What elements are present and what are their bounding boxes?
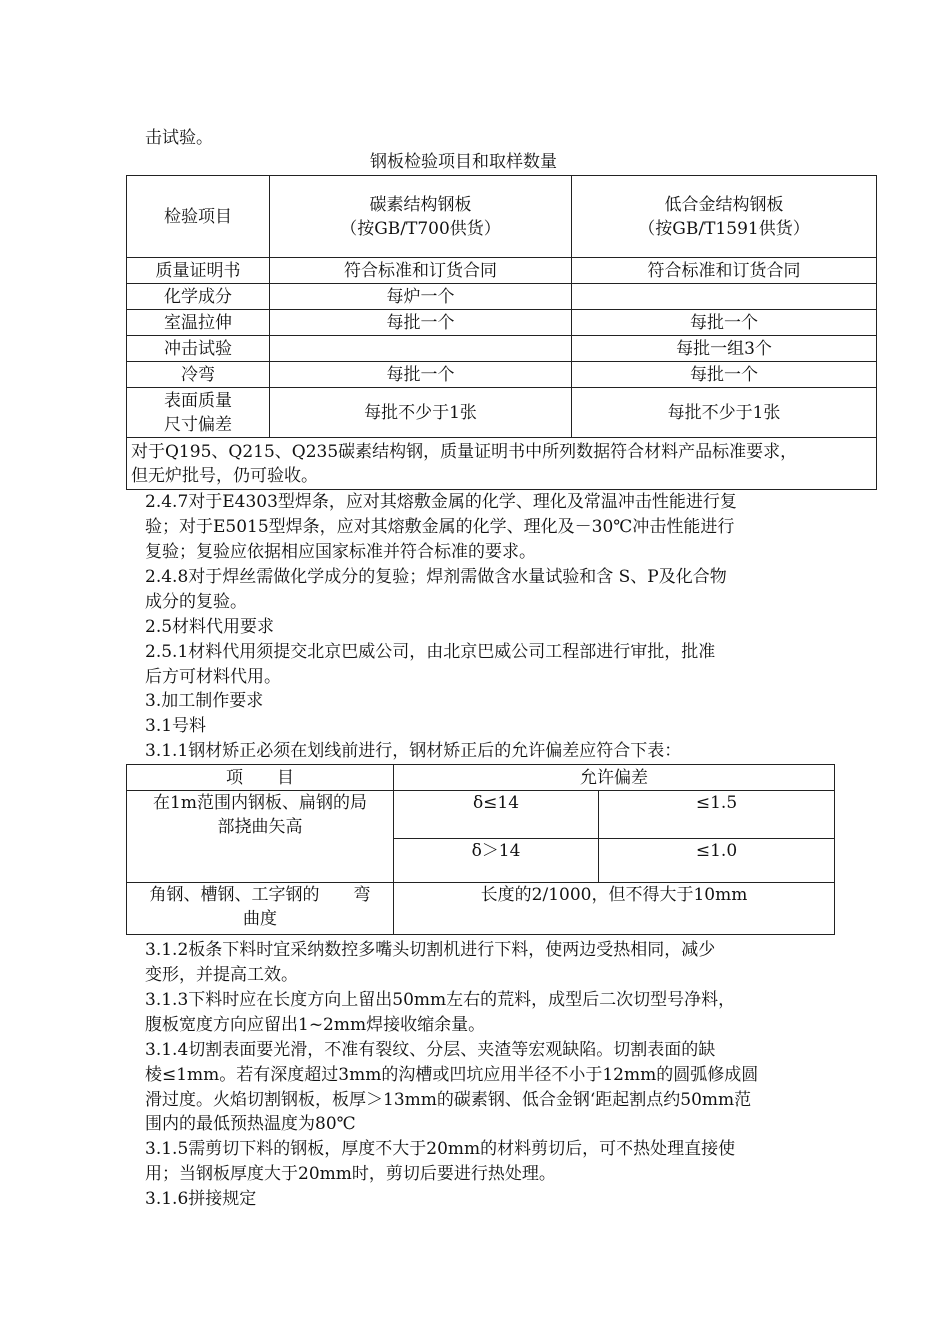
paragraph-line: 2.5.1材料代用须提交北京巴威公司，由北京巴威公司工程部进行审批，批准	[145, 642, 716, 662]
table1-cell-item: 化学成分	[127, 284, 270, 310]
table-row	[127, 362, 877, 388]
table1-note	[127, 438, 877, 490]
table1-cell-alloy: 每批一个	[572, 362, 877, 388]
table1-cell-alloy: 符合标准和订货合同	[572, 258, 877, 284]
table-row	[127, 284, 877, 310]
table2-row1-item-line1: 在1m范围内钢板、扁钢的局	[153, 793, 367, 813]
table2-row2-item	[127, 883, 394, 935]
table2-row1a-value: ≤1.5	[599, 791, 835, 839]
section-heading: 3.1.6拼接规定	[145, 1189, 257, 1209]
table1-header-carbon-line2: （按GB/T700供货）	[340, 218, 501, 239]
paragraph-line: 后方可材料代用。	[145, 667, 281, 687]
paragraph-line: 2.4.7对于E4303型焊条，应对其熔敷金属的化学、理化及常温冲击性能进行复	[145, 492, 737, 512]
table2-header-deviation: 允许偏差	[394, 765, 835, 791]
table1-cell-item: 室温拉伸	[127, 310, 270, 336]
steel-plate-inspection-table	[126, 175, 877, 490]
table-row	[127, 791, 835, 839]
table1-note-line2: 但无炉批号，仍可验收。	[131, 465, 318, 486]
table2-row1-item-line2: 部挠曲矢高	[217, 817, 303, 837]
table1-cell-item	[127, 388, 270, 438]
table2-row1a-condition: δ≤14	[394, 791, 599, 839]
section-heading: 3.加工制作要求	[145, 691, 264, 711]
table1-cell-carbon: 每炉一个	[270, 284, 572, 310]
paragraph-line: 3.1.1钢材矫正必须在划线前进行，钢材矫正后的允许偏差应符合下表：	[145, 741, 682, 761]
table-row	[127, 883, 835, 935]
paragraph-line: 3.1.3下料时应在长度方向上留出50mm左右的荒料，成型后二次切型号净料，	[145, 990, 736, 1010]
table-row	[127, 336, 877, 362]
paragraph-line: 成分的复验。	[145, 592, 247, 612]
table1-cell-alloy: 每批不少于1张	[572, 388, 877, 438]
paragraph-line: 棱≤1mm。若有深度超过3mm的沟槽或凹坑应用半径不小于12mm的圆弧修成圆	[145, 1065, 759, 1085]
table1-last-item-line2: 尺寸偏差	[164, 414, 232, 435]
table1-header-row	[127, 176, 877, 258]
table1-last-item-line1: 表面质量	[164, 390, 232, 411]
paragraph-line: 3.1.4切割表面要光滑，不准有裂纹、分层、夹渣等宏观缺陷。切割表面的缺	[145, 1040, 716, 1060]
table1-header-item: 检验项目	[127, 176, 270, 258]
table-row	[127, 310, 877, 336]
table1-cell-carbon	[270, 336, 572, 362]
table2-row2-value: 长度的2/1000，但不得大于10mm	[394, 883, 835, 935]
paragraph-line: 变形，并提高工效。	[145, 965, 298, 985]
table-row	[127, 258, 877, 284]
table1-note-line1: 对于Q195、Q215、Q235碳素结构钢，质量证明书中所列数据符合材料产品标准要求，	[131, 441, 798, 462]
table2-row2-item-line2: 曲度	[243, 909, 277, 929]
table1-cell-alloy: 每批一组3个	[572, 336, 877, 362]
table1-cell-carbon: 每批一个	[270, 362, 572, 388]
table2-row2-item-line1: 角钢、槽钢、工字钢的 弯	[149, 885, 371, 905]
paragraph-line: 3.1.2板条下料时宜采纳数控多嘴头切割机进行下料，使两边受热相同，减少	[145, 940, 716, 960]
intro-tail-text: 击试验。	[145, 128, 213, 148]
section-heading: 2.5材料代用要求	[145, 617, 275, 637]
table1-cell-item: 质量证明书	[127, 258, 270, 284]
table1-note-row	[127, 438, 877, 490]
table1-cell-alloy: 每批一个	[572, 310, 877, 336]
table1-header-alloy-line2: （按GB/T1591供货）	[638, 218, 810, 239]
paragraph-line: 3.1.5需剪切下料的钢板，厚度不大于20mm的材料剪切后，可不热处理直接使	[145, 1139, 736, 1159]
table2-row1b-value: ≤1.0	[599, 839, 835, 883]
paragraph-line: 围内的最低预热温度为80℃	[145, 1114, 356, 1134]
table1-cell-item: 冷弯	[127, 362, 270, 388]
table1-cell-carbon: 符合标准和订货合同	[270, 258, 572, 284]
section-heading: 3.1号料	[145, 716, 207, 736]
paragraph-line: 滑过度。火焰切割钢板，板厚＞13mm的碳素钢、低合金钢‘距起割点约50mm范	[145, 1090, 752, 1110]
table-row	[127, 388, 877, 438]
paragraph-line: 用；当钢板厚度大于20mm时，剪切后要进行热处理。	[145, 1164, 556, 1184]
paragraph-line: 2.4.8对于焊丝需做化学成分的复验；焊剂需做含水量试验和含 S、P及化合物	[145, 567, 727, 587]
paragraph-line: 复验；复验应依据相应国家标准并符合标准的要求。	[145, 542, 536, 562]
table1-header-alloy-line1: 低合金结构钢板	[664, 194, 784, 215]
straightening-tolerance-table	[126, 764, 835, 935]
paragraph-line: 验；对于E5015型焊条，应对其熔敷金属的化学、理化及－30℃冲击性能进行	[145, 517, 735, 537]
table2-row1b-condition: δ＞14	[394, 839, 599, 883]
table1-cell-carbon: 每批不少于1张	[270, 388, 572, 438]
table1-header-carbon	[270, 176, 572, 258]
table1-header-alloy	[572, 176, 877, 258]
table2-row1-item	[127, 791, 394, 883]
table1-cell-alloy	[572, 284, 877, 310]
table1-cell-item: 冲击试验	[127, 336, 270, 362]
table1-header-carbon-line1: 碳素结构钢板	[369, 194, 472, 215]
table1-caption: 钢板检验项目和取样数量	[370, 152, 557, 172]
paragraph-line: 腹板宽度方向应留出1~2mm焊接收缩余量。	[145, 1015, 486, 1035]
table1-cell-carbon: 每批一个	[270, 310, 572, 336]
table2-header-row	[127, 765, 835, 791]
table2-header-item: 项 目	[127, 765, 394, 791]
